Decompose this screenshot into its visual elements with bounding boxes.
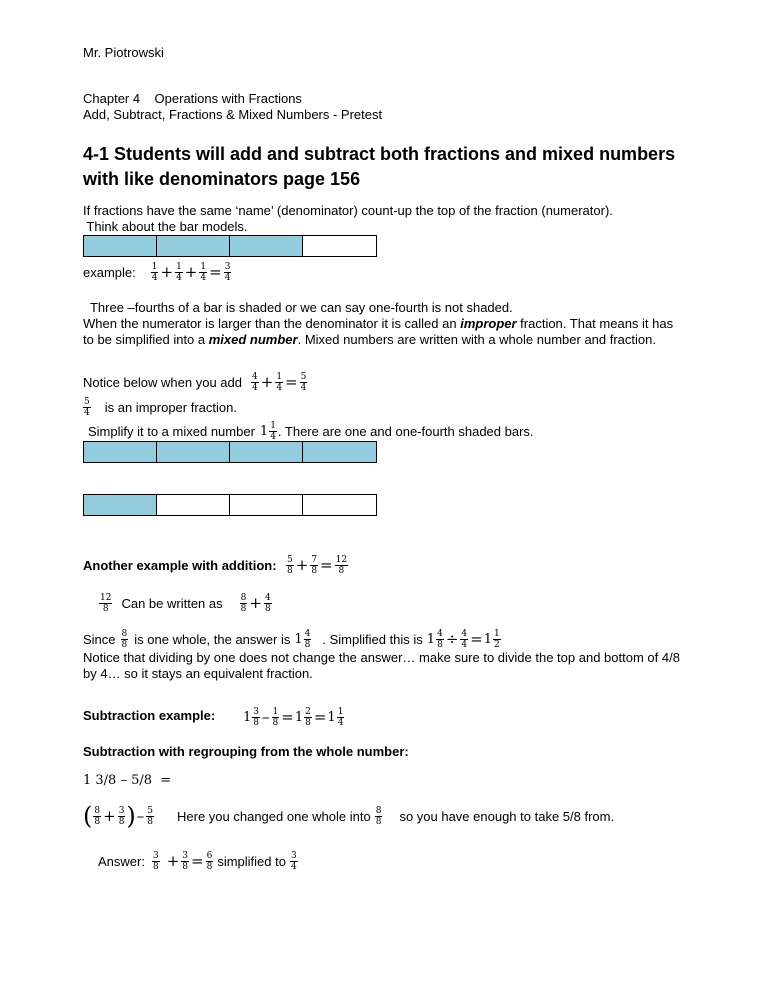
regroup-expression: 1 3/8 – 5/8 = xyxy=(83,773,172,788)
chapter-line: Chapter 4 Operations with Fractions xyxy=(83,91,302,106)
improper-term: improper xyxy=(460,316,517,331)
intro-line-1: If fractions have the same ‘name’ (denominator) count-up the top of the fraction (numerator). xyxy=(83,203,613,218)
notice2-line-1: Notice that dividing by one does not change the answer… make sure to divide the top and bottom of 4/8 xyxy=(83,650,680,665)
regroup-equation: ( $\frac{8}{8}$ + $\frac{3}{8}$ ) – $\frac{5}{8}$ xyxy=(83,802,154,830)
bar-cell xyxy=(157,495,230,515)
bar-cell xyxy=(303,442,376,462)
plus-sign: + xyxy=(184,263,198,281)
fraction: $\frac{1}{4}$ xyxy=(176,261,182,283)
bar-model-three-fourths xyxy=(83,235,377,257)
equals-sign: = xyxy=(209,263,222,281)
bar-cell xyxy=(84,442,157,462)
addition-equation: $\frac{5}{8}$ + $\frac{7}{8}$ = $\frac{12}{8}$ xyxy=(287,554,348,576)
example-label: example: xyxy=(83,264,136,280)
fraction: $\frac{1}{4}$ xyxy=(151,261,158,283)
intro-line-2: Think about the bar models. xyxy=(83,219,248,234)
bar-cell xyxy=(157,236,230,256)
since-row: Since $\frac{8}{8}$ is one whole, the answer is 1 $\frac{4}{8}$ . Simplified this is 1 $\frac{4}{8}$ ÷ $\frac{4}{4}$ = 1 $\frac{1}{2}$ xyxy=(83,628,500,650)
fraction: $\frac{1}{4}$ xyxy=(200,261,207,283)
notice2-line-2: by 4… so it stays an equivalent fraction. xyxy=(83,666,313,681)
bar-cell xyxy=(84,495,157,515)
mixed-number-term: mixed number xyxy=(208,332,298,347)
bar-cell xyxy=(230,236,303,256)
plus-sign: + xyxy=(160,263,174,281)
bar-model-one-fourth xyxy=(83,494,377,516)
answer-row: Answer: $\frac{3}{8}$ + $\frac{3}{8}$ = $\frac{6}{8}$ simplified to $\frac{3}{4}$ xyxy=(98,850,297,872)
para-line-3: to be simplified into a mixed number. Mixed numbers are written with a whole number and fraction. xyxy=(83,332,656,347)
bar-cell xyxy=(84,236,157,256)
bar-model-whole xyxy=(83,441,377,463)
para-line-1: Three –fourths of a bar is shaded or we can say one-fourth is not shaded. xyxy=(83,300,513,315)
bar-cell xyxy=(230,442,303,462)
document-subtitle: Add, Subtract, Fractions & Mixed Numbers - Pretest xyxy=(83,107,383,122)
simplify-row: Simplify it to a mixed number 1 $\frac{1}{4}$ . There are one and one-fourth shaded bars. xyxy=(88,420,534,442)
subtraction-equation: 1 $\frac{3}{8}$ – $\frac{1}{8}$ = 1 $\frac{2}{8}$ = 1 $\frac{1}{4}$ xyxy=(243,706,344,728)
bar-cell xyxy=(303,236,376,256)
bar-cell xyxy=(303,495,376,515)
teacher-name: Mr. Piotrowski xyxy=(83,45,164,60)
fraction: $\frac{3}{4}$ xyxy=(224,261,231,283)
regroup-label: Subtraction with regrouping from the whole number: xyxy=(83,744,409,759)
section-heading: 4-1 Students will add and subtract both fractions and mixed numbers with like denominators page 156 xyxy=(83,144,676,189)
bar-cell xyxy=(157,442,230,462)
written-as-row: $\frac{12}{8}$ Can be written as $\frac{8}{8}$ + $\frac{4}{8}$ xyxy=(100,592,271,614)
subtraction-label: Subtraction example: xyxy=(83,708,216,723)
improper-row: $\frac{5}{4}$ is an improper fraction. xyxy=(84,396,237,418)
addition-label: Another example with addition: xyxy=(83,558,277,573)
notice-row: Notice below when you add $\frac{4}{4}$ + $\frac{1}{4}$ = $\frac{5}{4}$ xyxy=(83,371,307,393)
regroup-explanation: Here you changed one whole into $\frac{8}{8}$ so you have enough to take 5/8 from. xyxy=(177,805,615,827)
para-line-2: When the numerator is larger than the denominator it is called an improper fraction. That means it has xyxy=(83,316,674,331)
example-addition-row xyxy=(83,257,232,287)
bar-cell xyxy=(230,495,303,515)
